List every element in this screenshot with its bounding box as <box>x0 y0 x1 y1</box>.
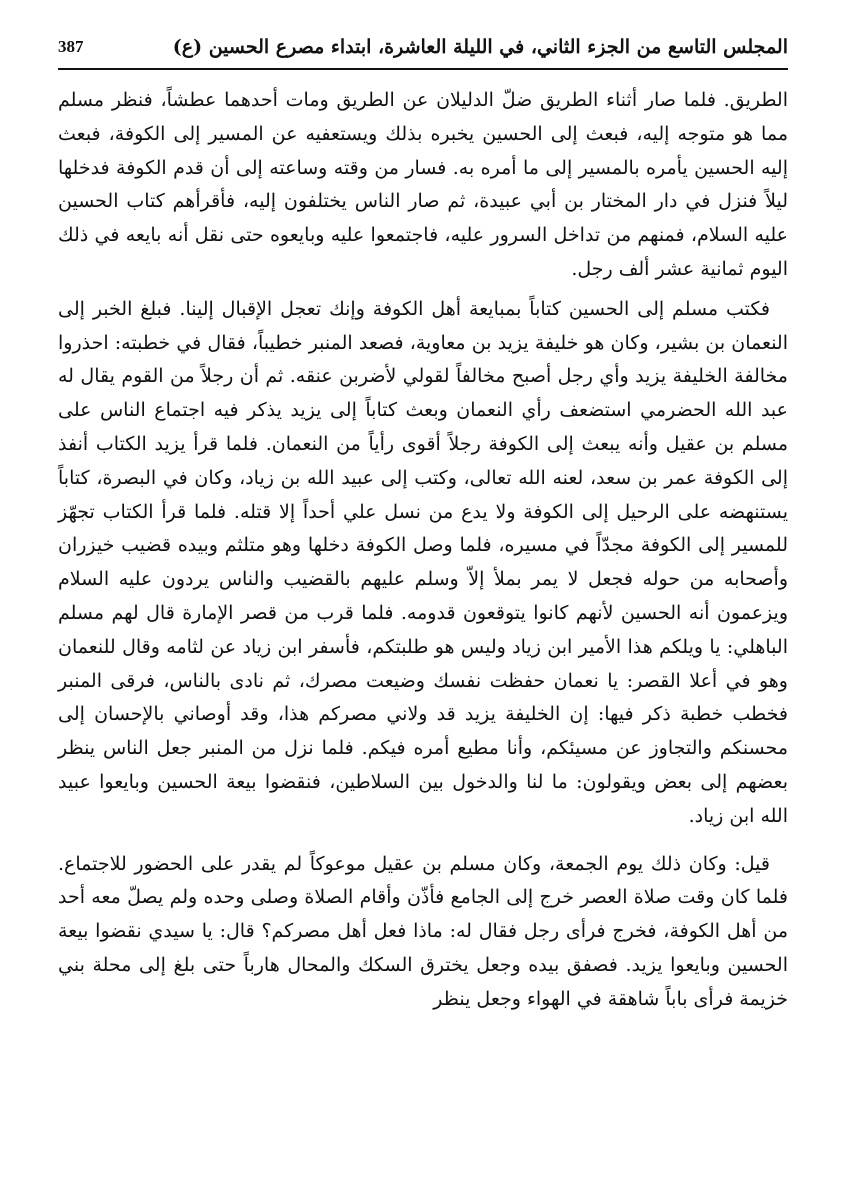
header-rule <box>58 68 788 70</box>
paragraph: قيل: وكان ذلك يوم الجمعة، وكان مسلم بن عقيل موعوكاً لم يقدر على الحضور للاجتماع. فلما كان وقت صلاة العصر خرج إلى الجامع فأذّن وأقام الصلاة وصلى وحده ولم يصلّ معه أحد من أهل الكوفة، فخرج فرأى رجل فقال له: ماذا فعل أهل مصركم؟ قال: يا سيدي نقضوا بيعة الحسين وبايعوا يزيد. فصفق بيده وجعل يخترق السكك والمحال هارباً حتى بلغ إلى محلة بني خزيمة فرأى باباً شاهقة في الهواء وجعل ينظر <box>58 852 788 1010</box>
page-number: 387 <box>58 37 84 56</box>
book-page <box>58 28 788 1178</box>
body-text <box>58 84 788 1017</box>
paragraph: فكتب مسلم إلى الحسين كتاباً بمبايعة أهل الكوفة وإنك تعجل الإقبال إلينا. فبلغ الخبر إلى النعمان بن بشير، وكان هو خليفة يزيد بن معاوية، فصعد المنبر خطيباً، فقال في خطبته: احذروا مخالفة الخليفة يزيد وأي رجل أصبح مخالفاً لقولي لأضربن عنقه. ثم أن رجلاً من القوم يقال له عبد الله الحضرمي استضعف رأي النعمان وبعث كتاباً إلى يزيد يذكر فيه اجتماع الناس على مسلم بن عقيل وأنه يبعث إلى الكوفة رجلاً أقوى رأياً من النعمان. فلما قرأ يزيد الكتاب أنفذ إلى الكوفة عمر بن سعد، لعنه الله تعالى، وكتب إلى عبيد الله بن زياد، وكان في البصرة، كتاباً يستنهضه على الرحيل إلى الكوفة ولا يدع من نسل علي أحداً إلا قتله. فلما قرأ الكتاب تجهّز للمسير إلى الكوفة مجدّاً في مسيره، فلما وصل الكوفة دخلها وهو متلثم وبيده قضيب خيزران وأصحابه من حوله فجعل لا يمر بملأ إلاّ وسلم عليهم بالقضيب والناس يردون عليه السلام ويزعمون أنه الحسين لأنهم كانوا يتوقعون قدومه. فلما قرب من قصر الإمارة قال لهم مسلم الباهلي: يا ويلكم هذا الأمير ابن زياد وليس هو طلبتكم، فأسفر ابن زياد عن لثامه وقال للنعمان وهو في أعلا القصر: يا نعمان حفظت نفسك وضيعت مصرك، ثم نادى بالناس، فرقى المنبر فخطب خطبة ذكر فيها: إن الخليفة يزيد قد ولاني مصركم هذا، وقد أوصاني بالإحسان إلى محسنكم والتجاوز عن مسيئكم، وأنا مطيع أمره فيكم. فلما نزل من المنبر جعل الناس ينظر بعضهم إلى بعض ويقولون: ما لنا والدخول بين السلاطين، فنقضوا بيعة الحسين وبايعوا عبيد الله ابن زياد. <box>58 297 788 827</box>
page-header <box>58 28 788 66</box>
paragraph: الطريق. فلما صار أثناء الطريق ضلّ الدليلان عن الطريق ومات أحدهما عطشاً، فنظر مسلم مما هو متوجه إليه، فبعث إلى الحسين يخبره بذلك ويستعفيه عن المسير إلى الكوفة، فبعث إليه الحسين يأمره بالمسير إلى ما أمره به. فسار من وقته وساعته إلى أن قدم الكوفة فدخلها ليلاً فنزل في دار المختار بن أبي عبيدة، ثم صار الناس يختلفون إليه، فأقرأهم كتاب الحسين عليه السلام، فمنهم من تداخل السرور عليه، فاجتمعوا عليه وبايعوه حتى نقل أنه بايعه في ذلك اليوم ثمانية عشر ألف رجل. <box>58 89 788 280</box>
running-title: المجلس التاسع من الجزء الثاني، في الليلة العاشرة، ابتداء مصرع الحسين (ع) <box>172 36 788 58</box>
